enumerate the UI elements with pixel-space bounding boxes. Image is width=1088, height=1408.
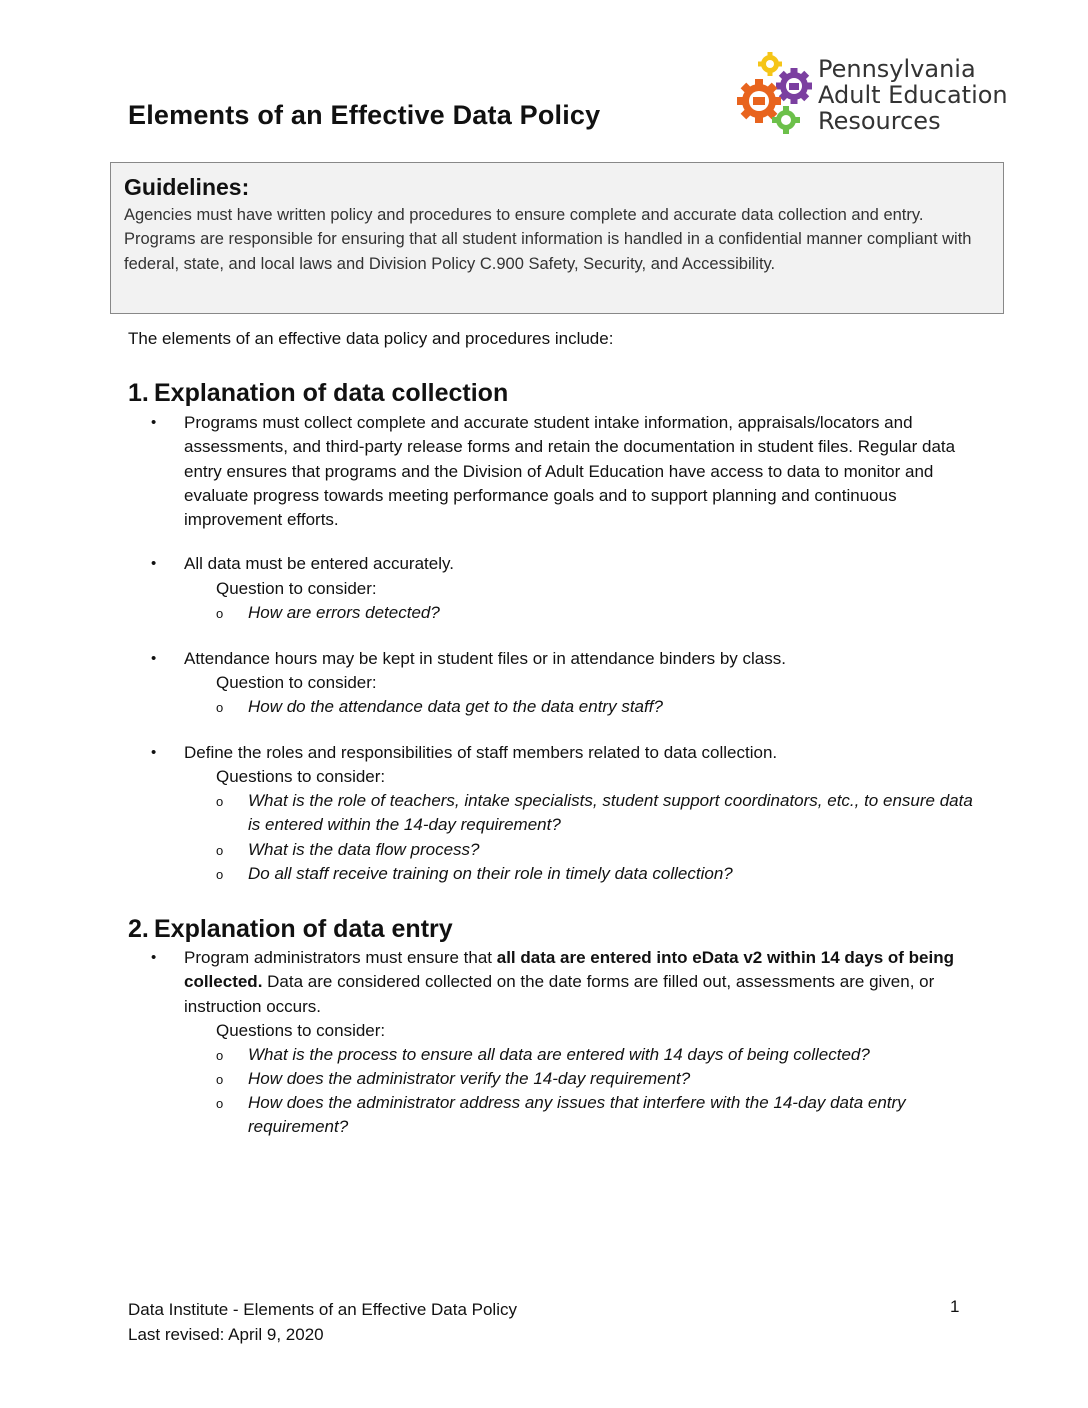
bullet-text: All data must be entered accurately.	[184, 554, 454, 573]
logo-wordmark	[818, 56, 1008, 134]
question-item: How are errors detected?	[248, 603, 440, 622]
bullet-marker: •	[151, 650, 157, 667]
bullet-text-before: Program administrators must ensure that	[184, 948, 497, 967]
sub-bullet-marker: o	[216, 1096, 224, 1111]
bullet-marker: •	[151, 744, 157, 761]
bullet-marker: •	[151, 555, 157, 572]
bullet-text: Define the roles and responsibilities of staff members related to data collection.	[184, 743, 778, 762]
sub-bullet-marker: o	[216, 794, 224, 809]
bullet-text: Attendance hours may be kept in student files or in attendance binders by class.	[184, 649, 786, 668]
question-label: Question to consider:	[216, 673, 377, 692]
section-number: 2.	[128, 915, 149, 943]
question-item: How do the attendance data get to the data entry staff?	[248, 697, 663, 716]
question-item: What is the role of teachers, intake specialists, student support coordinators, etc., to ensure data is entered within the 14-day requirement?	[248, 791, 973, 835]
question-item: Do all staff receive training on their role in timely data collection?	[248, 864, 733, 883]
sub-bullet-marker: o	[216, 606, 224, 621]
logo-line-2: Adult Education	[818, 81, 1008, 109]
intro-text: The elements of an effective data policy and procedures include:	[128, 329, 614, 348]
bullet-text-after: Data are considered collected on the date forms are filled out, assessments are given, or instruction occurs.	[184, 972, 935, 1016]
guidelines-box	[110, 162, 1004, 314]
question-label: Questions to consider:	[216, 767, 386, 786]
question-item: How does the administrator verify the 14-day requirement?	[248, 1069, 691, 1088]
question-label: Questions to consider:	[216, 1021, 386, 1040]
footer-revised: Last revised: April 9, 2020	[128, 1325, 324, 1344]
bullet-text: Programs must collect complete and accurate student intake information, appraisals/locators and assessments, and third-party release forms and retain the documentation in student files. Regular data entry ensures that programs and the Division of Adult Education have access to data to monitor and evaluate progress towards meeting performance goals and to support planning and continuous improvement efforts.	[184, 413, 956, 530]
question-label: Question to consider:	[216, 579, 377, 598]
page-number: 1	[950, 1297, 960, 1316]
logo-line-3: Resources	[818, 107, 941, 135]
question-item: How does the administrator address any issues that interfere with the 14-day data entry requirement?	[248, 1093, 906, 1137]
sub-bullet-marker: o	[216, 867, 224, 882]
logo-line-1: Pennsylvania	[818, 55, 976, 83]
sub-bullet-marker: o	[216, 1048, 224, 1063]
footer-title: Data Institute - Elements of an Effective Data Policy	[128, 1300, 517, 1319]
guidelines-heading: Guidelines:	[124, 174, 250, 200]
sub-bullet-marker: o	[216, 700, 224, 715]
question-item: What is the data flow process?	[248, 840, 480, 859]
question-item: What is the process to ensure all data are entered with 14 days of being collected?	[248, 1045, 870, 1064]
bullet-text-bold: all data are entered into eData v2 within 14 days of being collected.	[184, 948, 954, 992]
sub-bullet-marker: o	[216, 843, 224, 858]
bullet-text	[184, 946, 984, 1019]
footer	[128, 1297, 517, 1347]
document-title: Elements of an Effective Data Policy	[128, 100, 601, 130]
logo	[732, 52, 1022, 140]
section-heading-1	[128, 379, 508, 408]
bullet-marker: •	[151, 414, 157, 431]
section-number: 1.	[128, 379, 149, 407]
section-heading-2	[128, 915, 453, 944]
bullet-marker: •	[151, 949, 157, 966]
sub-bullet-marker: o	[216, 1072, 224, 1087]
section-title: Explanation of data entry	[154, 915, 453, 943]
section-title: Explanation of data collection	[154, 379, 509, 407]
gears-logo-icon	[732, 52, 818, 140]
guidelines-body: Agencies must have written policy and procedures to ensure complete and accurate data collection and entry. Programs are responsible for ensuring that all student information is handled in a confidential manner compliant with federal, state, and local laws and Division Policy C.900 Safety, Security, and Accessibility.	[124, 206, 972, 273]
